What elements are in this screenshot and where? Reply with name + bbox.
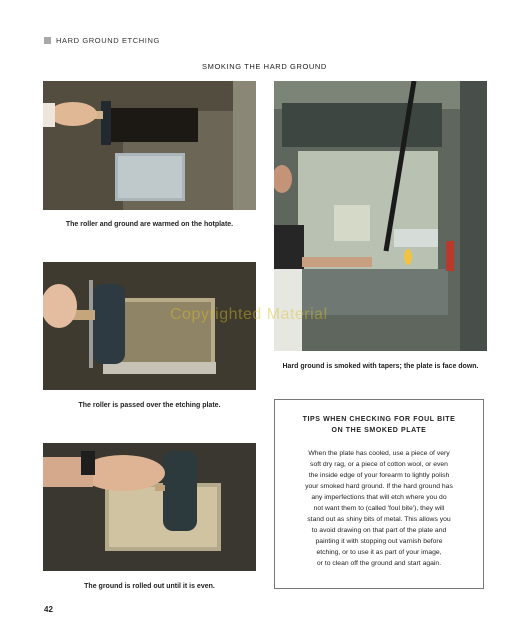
caption-rolled-out: The ground is rolled out until it is even. [84,583,215,590]
tips-body-line: to avoid drawing on that part of the plate and [311,527,447,534]
section-title: SMOKING THE HARD GROUND [202,62,327,71]
tips-body-line: the inside edge of your forearm to lightly polish [308,472,450,479]
photo-ground-rolled-out [43,443,256,571]
tips-title-line-2: ON THE SMOKED PLATE [331,427,427,434]
caption-hotplate: The roller and ground are warmed on the hotplate. [65,221,234,228]
tips-body-line: any imperfections that will etch where you do [311,494,447,501]
running-head-marker-icon [44,37,51,44]
caption-smoked: Hard ground is smoked with tapers; the plate is face down. [282,363,479,370]
tips-body [285,448,473,569]
tips-body-line: not want them to (called 'foul bite'), they will [313,505,445,512]
tips-body-line: painting it with stopping out varnish before [315,538,443,545]
running-head [44,36,160,45]
tips-title-line-1: TIPS WHEN CHECKING FOR FOUL BITE [302,416,456,423]
tips-body-line: When the plate has cooled, use a piece of very [308,450,450,457]
photo-roller-passed [43,262,256,390]
caption-roller-passed: The roller is passed over the etching plate. [78,402,221,409]
page-number: 42 [44,605,53,614]
running-head-text: HARD GROUND ETCHING [56,36,160,45]
tips-title [285,414,473,436]
photo-roller-on-hotplate [43,81,256,210]
tips-body-line: etching, or to use it as part of your image, [316,549,442,556]
tips-body-line: or to clean off the ground and start again. [316,560,442,567]
copyright-watermark: Copyrighted Material [170,306,328,323]
tips-body-line: stand out as shiny bits of metal. This allows you [307,516,451,523]
tips-box [274,399,484,589]
tips-body-line: your smoked hard ground. If the hard ground has [305,483,453,490]
tips-body-line: soft dry rag, or a piece of cotton wool, or even [310,461,448,468]
